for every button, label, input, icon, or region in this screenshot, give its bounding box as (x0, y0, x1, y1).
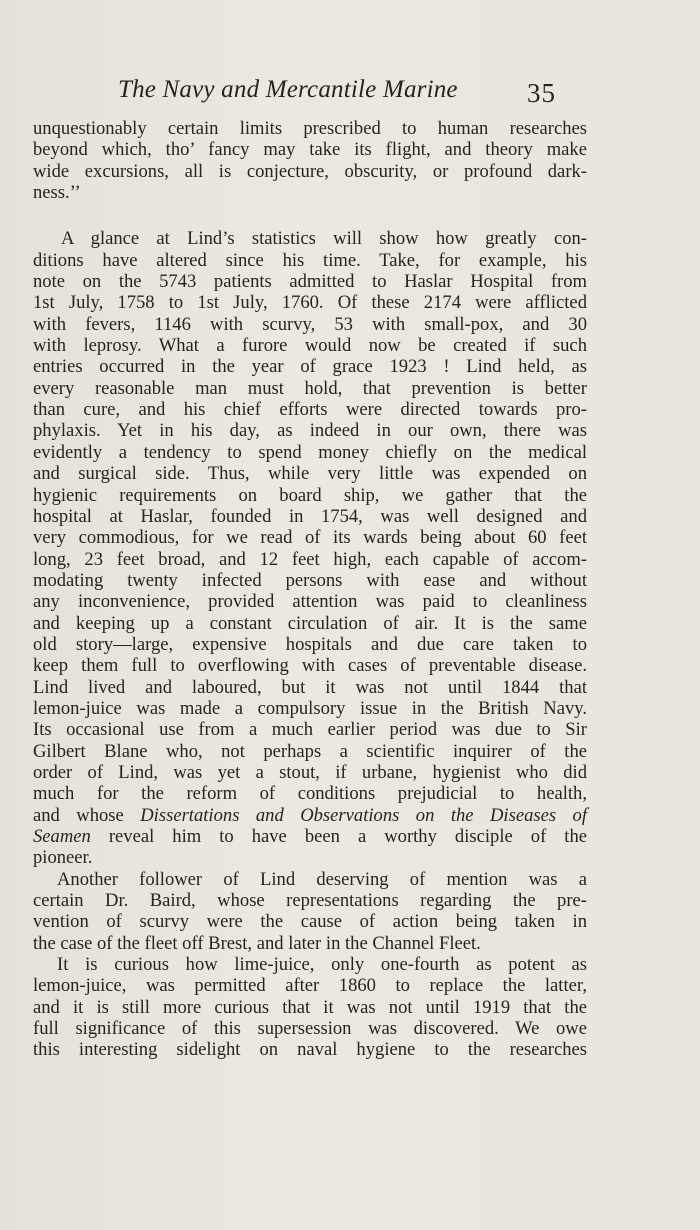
text-line: very commodious, for we read of its wards being about 60 feet (33, 527, 587, 549)
text-line: with fevers, 1146 with scurvy, 53 with small-pox, and 30 (33, 313, 587, 335)
text-line: long, 23 feet broad, and 12 feet high, each capable of accom- (33, 548, 587, 570)
text-line: ditions have altered since his time. Take, for example, his (33, 249, 587, 271)
paragraph-lind-statistics (33, 228, 587, 868)
page-number: 35 (527, 78, 556, 108)
text-line: order of Lind, was yet a stout, if urbane, hygienist who did (33, 761, 587, 783)
text-fragment: and whose (33, 804, 141, 826)
text-line: beyond which, tho’ fancy may take its flight, and theory make (33, 139, 587, 161)
text-line: ness.’’ (33, 182, 81, 204)
text-line: Lind lived and laboured, but it was not until 1844 that (33, 676, 587, 698)
text-line: lemon-juice, was permitted after 1860 to replace the latter, (33, 975, 587, 997)
text-line: any inconvenience, provided attention was paid to cleanliness (33, 591, 587, 613)
paragraph-lime-juice (33, 954, 587, 1061)
running-title: The Navy and Mercantile Marine (118, 76, 458, 103)
text-line: and surgical side. Thus, while very little was expended on (33, 463, 587, 485)
page-header (0, 72, 700, 112)
text-line: hygienic requirements on board ship, we gather that the (33, 484, 587, 506)
text-line: than cure, and his chief efforts were directed towards pro- (33, 399, 587, 421)
text-line: Gilbert Blane who, not perhaps a scientific inquirer of the (33, 740, 587, 762)
text-line: certain Dr. Baird, whose representations regarding the pre- (33, 890, 587, 912)
paragraph-dr-baird (33, 869, 587, 954)
text-line: Its occasional use from a much earlier period was due to Sir (33, 719, 587, 741)
text-line: entries occurred in the year of grace 1923 ! Lind held, as (33, 356, 587, 378)
text-line: lemon-juice was made a compulsory issue in the British Navy. (33, 697, 587, 719)
text-line: the case of the fleet off Brest, and later in the Channel Fleet. (33, 932, 481, 954)
text-line-with-title (33, 805, 587, 826)
italic-book-title: Seamen (33, 826, 91, 847)
text-line: full significance of this supersession was discovered. We owe (33, 1018, 587, 1040)
body-text (33, 118, 587, 1061)
text-line: pioneer. (33, 847, 93, 869)
text-line: phylaxis. Yet in his day, as indeed in our own, there was (33, 420, 587, 442)
text-line: keep them full to overflowing with cases of preventable disease. (33, 655, 587, 677)
text-line: A glance at Lind’s statistics will show how greatly con- (61, 228, 587, 250)
text-line: note on the 5743 patients admitted to Haslar Hospital from (33, 271, 587, 293)
text-line-with-title (33, 826, 587, 847)
text-line: and it is still more curious that it was not until 1919 that the (33, 996, 587, 1018)
text-line: wide excursions, all is conjecture, obscurity, or profound dark- (33, 160, 587, 182)
text-line: modating twenty infected persons with ease and without (33, 569, 587, 591)
italic-book-title: Dissertations and Observations on the Diseases of (140, 804, 588, 826)
paragraph-quote-end (33, 118, 587, 203)
text-line: Another follower of Lind deserving of mention was a (57, 868, 587, 890)
text-line: hospital at Haslar, founded in 1754, was well designed and (33, 505, 587, 527)
text-line: every reasonable man must hold, that prevention is better (33, 377, 587, 399)
paragraph-gap (33, 203, 587, 228)
text-line: much for the reform of conditions prejudicial to health, (33, 783, 587, 805)
text-line: this interesting sidelight on naval hygiene to the researches (33, 1039, 587, 1061)
text-line: unquestionably certain limits prescribed to human researches (33, 118, 587, 139)
text-line: It is curious how lime-juice, only one-fourth as potent as (57, 954, 587, 976)
text-line: vention of scurvy were the cause of action being taken in (33, 911, 587, 933)
text-fragment: reveal him to have been a worthy disciple of the (90, 826, 587, 847)
text-line: evidently a tendency to spend money chiefly on the medical (33, 441, 587, 463)
text-line: with leprosy. What a furore would now be created if such (33, 335, 587, 357)
text-line: old story—large, expensive hospitals and due care taken to (33, 633, 587, 655)
text-line: and keeping up a constant circulation of air. It is the same (33, 612, 587, 634)
text-line: 1st July, 1758 to 1st July, 1760. Of these 2174 were afflicted (33, 292, 587, 314)
